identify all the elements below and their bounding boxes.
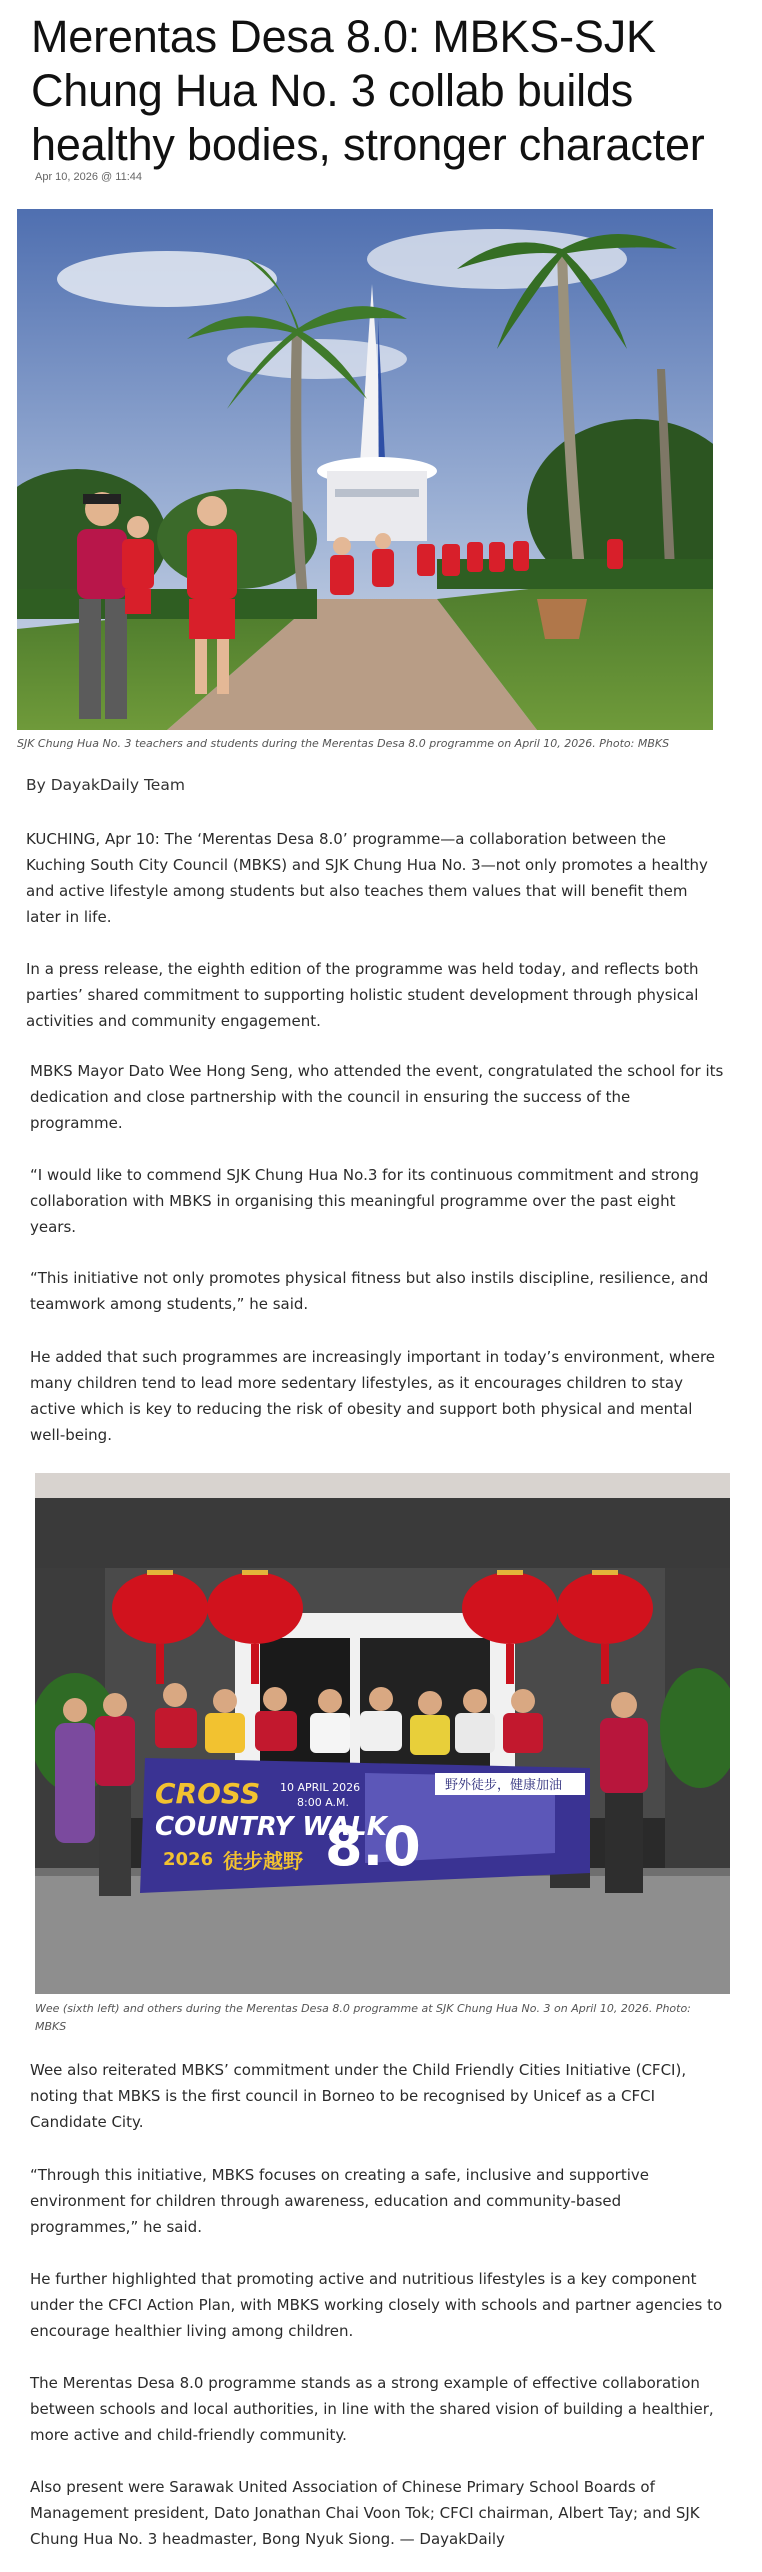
banner-year: 2026 [163, 1849, 214, 1870]
article-paragraph: He added that such programmes are increasingly important in today’s environment, where many children tend to lead more sedentary lifestyles, as it encourages children to stay active which is key to reducing the risk of obesity and support both physical and mental well-being. [30, 1348, 716, 1444]
banner-title-line2: COUNTRY WALK [155, 1812, 387, 1842]
article-photo-walk [17, 209, 713, 730]
article-paragraph: “Through this initiative, MBKS focuses on creating a safe, inclusive and supportive environment for children through awareness, education and community-based programmes,” he said. [30, 2166, 649, 2236]
article-paragraph: Also present were Sarawak United Association of Chinese Primary School Boards of Management president, Dato Jonathan Chai Voon Tok; CFCI chairman, Albert Tay; and SJK Chung Hua No. 3 headmaster, Bong Nyuk Siong. — DayakDaily [30, 2478, 700, 2548]
article-title: Merentas Desa 8.0: MBKS-SJK Chung Hua No. 3 collab builds healthy bodies, stronger character [31, 11, 705, 170]
photo-caption-2: Wee (sixth left) and others during the Merentas Desa 8.0 programme at SJK Chung Hua No. 3 on April 10, 2026. Photo: MBKS [35, 2002, 691, 2033]
article-paragraph: KUCHING, Apr 10: The ‘Merentas Desa 8.0’ programme—a collaboration between the Kuching South City Council (MBKS) and SJK Chung Hua No. 3—not only promotes a healthy and active lifestyle among students but also teaches them values that will benefit them later in life. [26, 830, 708, 926]
article-date: Apr 10, 2026 @ 11:44 [35, 171, 142, 183]
banner-date: 10 APRIL 2026 [280, 1781, 361, 1794]
article-paragraph: “I would like to commend SJK Chung Hua No.3 for its continuous commitment and strong collaboration with MBKS in organising this meaningful programme over the past eight years. [30, 1166, 699, 1236]
cross-country-walk-banner [140, 1758, 590, 1893]
article-paragraph: In a press release, the eighth edition of the programme was held today, and reflects both parties’ shared commitment to supporting holistic student development through physical activities and community engagement. [26, 960, 699, 1030]
banner-time: 8:00 A.M. [297, 1796, 350, 1809]
article-paragraph: He further highlighted that promoting active and nutritious lifestyles is a key component under the CFCI Action Plan, with MBKS working closely with schools and partner agencies to encourage healthier living among children. [30, 2270, 723, 2340]
photo-caption-1: SJK Chung Hua No. 3 teachers and students during the Merentas Desa 8.0 programme on April 10, 2026. Photo: MBKS [17, 737, 670, 750]
article-paragraph: “This initiative not only promotes physical fitness but also instils discipline, resilience, and teamwork among students,” he said. [30, 1269, 709, 1313]
article-paragraph: Wee also reiterated MBKS’ commitment under the Child Friendly Cities Initiative (CFCI), noting that MBKS is the first council in Borneo to be recognised by Unicef as a CFCI Candidate City. [30, 2061, 687, 2131]
article-paragraph: The Merentas Desa 8.0 programme stands as a strong example of effective collaboration between schools and local authorities, in line with the shared vision of building a healthier, more active and child-friendly community. [30, 2374, 714, 2444]
banner-chinese-slogan: 野外徒步，健康加油 [445, 1778, 563, 1793]
banner-edition: 8.0 [325, 1815, 421, 1878]
article-byline: By DayakDaily Team [26, 776, 185, 794]
banner-title-line1: CROSS [155, 1777, 261, 1810]
article-paragraph: MBKS Mayor Dato Wee Hong Seng, who attended the event, congratulated the school for its dedication and close partnership with the council in ensuring the success of the programme. [30, 1062, 724, 1132]
banner-chinese-title: 徒步越野 [223, 1849, 303, 1873]
article-photo-group [35, 1473, 730, 1994]
